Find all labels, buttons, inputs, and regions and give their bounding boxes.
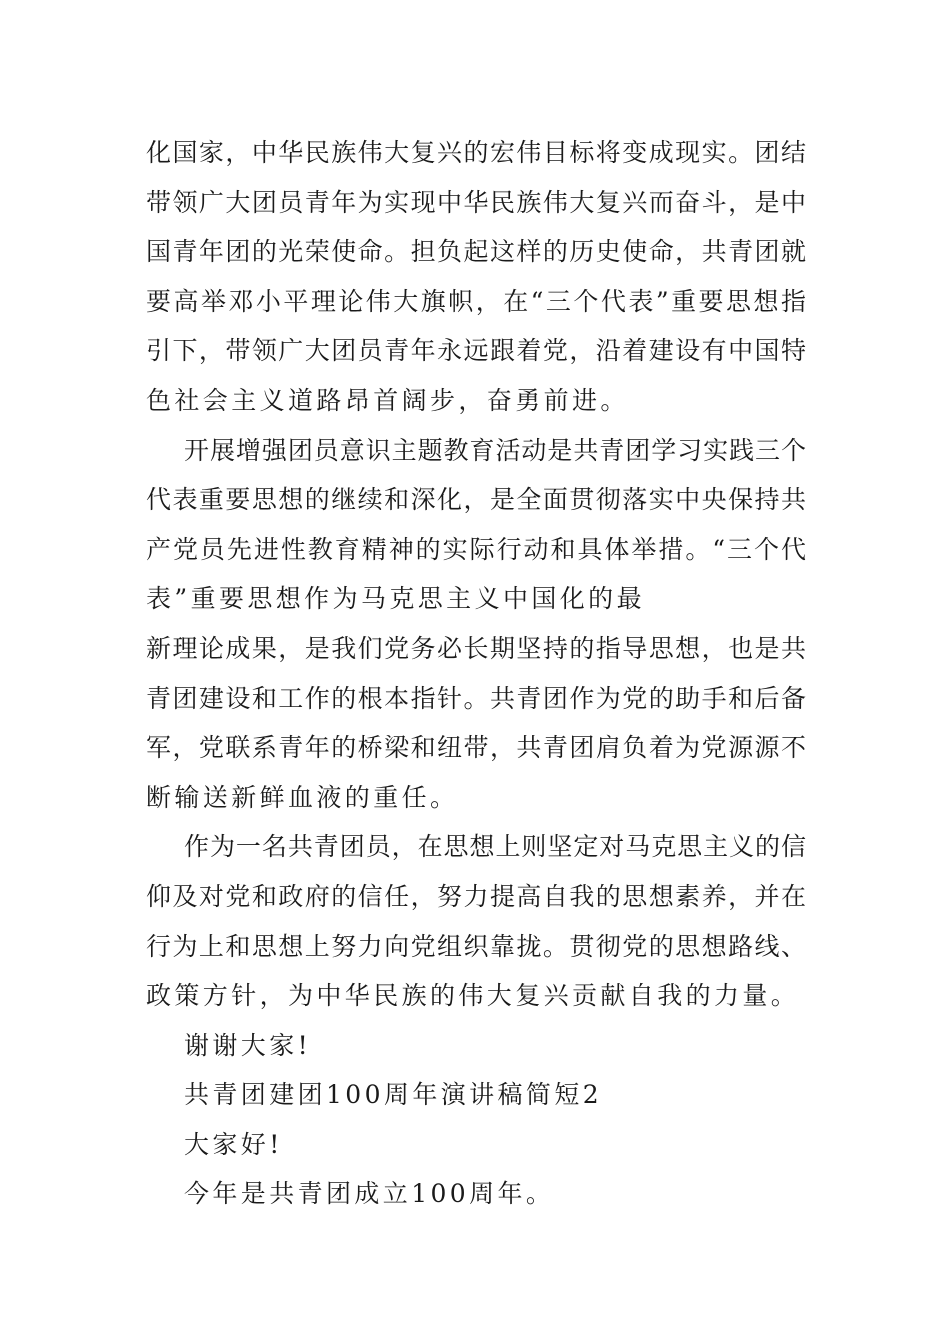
text-line: 要高举邓小平理论伟大旗帜，在“三个代表”重要思想指 [146, 286, 806, 316]
text-line: 表”重要思想作为马克思主义中国化的最 [146, 584, 645, 614]
text-line: 断输送新鲜血液的重任。 [146, 782, 459, 812]
paragraph-start-line: 今年是共青团成立100周年。 [184, 1179, 555, 1209]
paragraph-start-line: 作为一名共青团员，在思想上则坚定对马克思主义的信 [184, 832, 806, 862]
text-line: 代表重要思想的继续和深化，是全面贯彻落实中央保持共 [146, 485, 806, 515]
section-title: 共青团建团100周年演讲稿简短2 [184, 1080, 603, 1110]
text-line: 色社会主义道路昂首阔步，奋勇前进。 [146, 385, 629, 415]
text-line: 带领广大团员青年为实现中华民族伟大复兴而奋斗，是中 [146, 187, 806, 217]
text-line: 新理论成果，是我们党务必长期坚持的指导思想，也是共 [146, 633, 806, 663]
text-line: 行为上和思想上努力向党组织靠拢。贯彻党的思想路线、 [146, 931, 806, 961]
text-line: 化国家，中华民族伟大复兴的宏伟目标将变成现实。团结 [146, 138, 806, 167]
paragraph-start-line: 开展增强团员意识主题教育活动是共青团学习实践三个 [184, 435, 806, 465]
greeting-line: 大家好! [184, 1129, 283, 1159]
text-line: 青团建设和工作的根本指针。共青团作为党的助手和后备 [146, 683, 806, 713]
text-line: 军，党联系青年的桥梁和纽带，共青团肩负着为党源源不 [146, 733, 806, 763]
text-line: 产党员先进性教育精神的实际行动和具体举措。“三个代 [146, 534, 806, 564]
text-line: 国青年团的光荣使命。担负起这样的历史使命，共青团就 [146, 237, 806, 267]
text-line: 政策方针，为中华民族的伟大复兴贡献自我的力量。 [146, 981, 800, 1011]
document-body [146, 128, 806, 1219]
closing-line: 谢谢大家! [184, 1030, 312, 1060]
text-line: 仰及对党和政府的信任，努力提高自我的思想素养，并在 [146, 881, 806, 911]
text-line: 引下，带领广大团员青年永远跟着党，沿着建设有中国特 [146, 336, 806, 366]
